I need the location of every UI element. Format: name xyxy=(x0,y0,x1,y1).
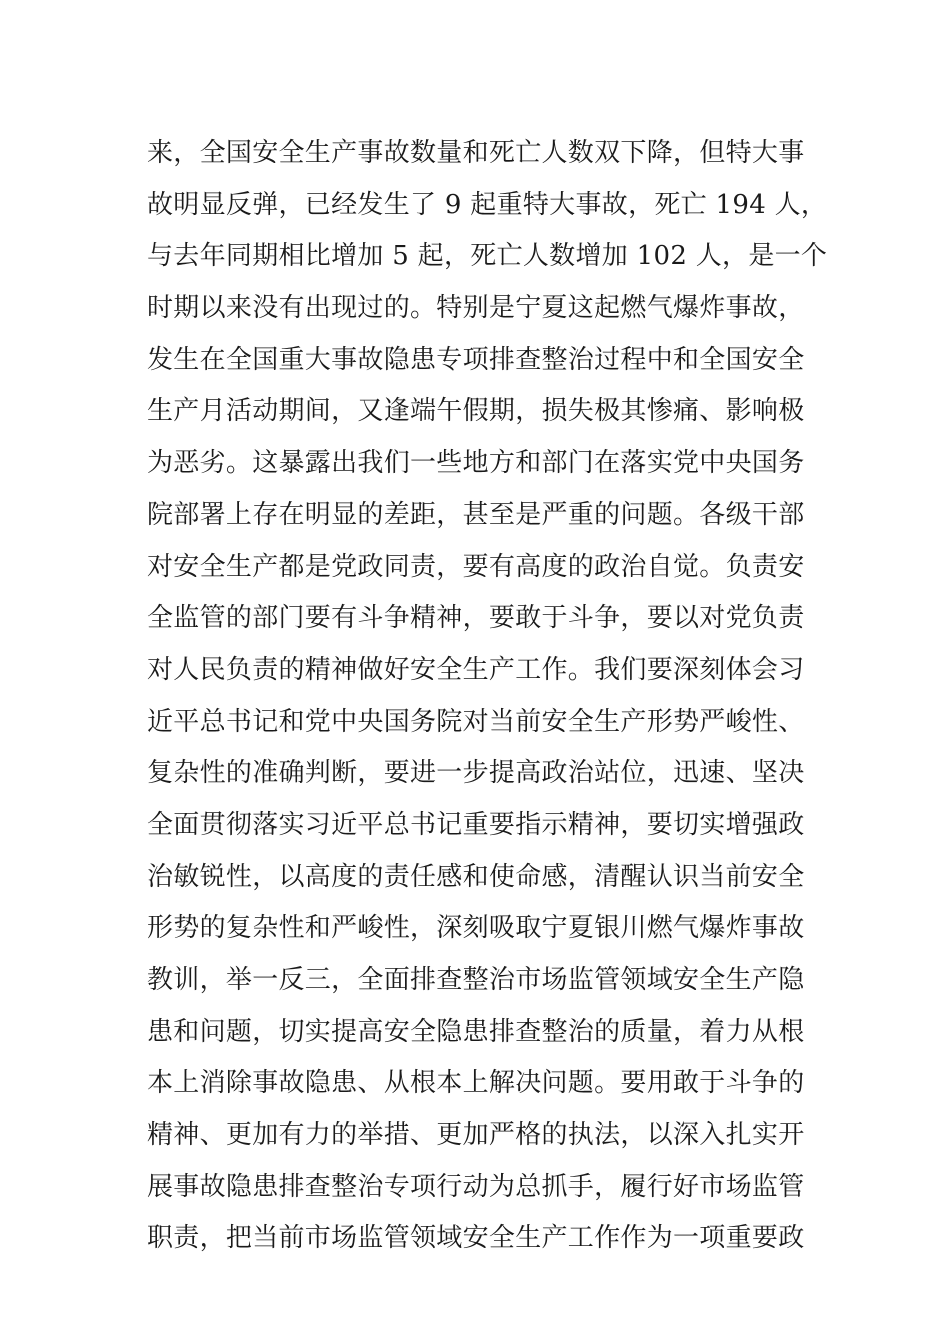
text-line: 教训，举一反三，全面排查整治市场监管领域安全生产隐 xyxy=(147,965,805,995)
text-line: 时期以来没有出现过的。特别是宁夏这起燃气爆炸事故， xyxy=(147,293,805,324)
text-line: 对安全生产都是党政同责，要有高度的政治自觉。负责安 xyxy=(147,551,805,582)
text-line: 患和问题，切实提高安全隐患排查整治的质量，着力从根 xyxy=(147,1016,805,1047)
text-line: 院部署上存在明显的差距，甚至是严重的问题。各级干部 xyxy=(147,499,805,530)
text-line: 近平总书记和党中央国务院对当前安全生产形势严峻性、 xyxy=(147,706,805,737)
text-line: 来，全国安全生产事故数量和死亡人数双下降，但特大事 xyxy=(147,138,805,168)
text-line: 职责，把当前市场监管领域安全生产工作作为一项重要政 xyxy=(147,1223,805,1254)
text-line: 故明显反弹，已经发生了 9 起重特大事故，死亡 194 人， xyxy=(147,189,828,220)
text-line: 对人民负责的精神做好安全生产工作。我们要深刻体会习 xyxy=(147,654,805,685)
text-line: 与去年同期相比增加 5 起，死亡人数增加 102 人，是一个 xyxy=(147,241,828,272)
body-paragraph xyxy=(147,128,828,1265)
text-line: 精神、更加有力的举措、更加严格的执法，以深入扎实开 xyxy=(147,1120,805,1151)
text-line: 治敏锐性，以高度的责任感和使命感，清醒认识当前安全 xyxy=(147,861,805,892)
text-line: 生产月活动期间，又逢端午假期，损失极其惨痛、影响极 xyxy=(147,396,805,427)
text-line: 全监管的部门要有斗争精神，要敢于斗争，要以对党负责 xyxy=(147,603,805,634)
text-line: 发生在全国重大事故隐患专项排查整治过程中和全国安全 xyxy=(147,344,805,375)
text-line: 形势的复杂性和严峻性，深刻吸取宁夏银川燃气爆炸事故 xyxy=(147,913,805,944)
text-line: 为恶劣。这暴露出我们一些地方和部门在落实党中央国务 xyxy=(147,448,805,479)
text-line: 复杂性的准确判断，要进一步提高政治站位，迅速、坚决 xyxy=(147,758,805,789)
text-line: 展事故隐患排查整治专项行动为总抓手，履行好市场监管 xyxy=(147,1171,805,1202)
text-line: 本上消除事故隐患、从根本上解决问题。要用敢于斗争的 xyxy=(147,1068,805,1099)
text-line: 全面贯彻落实习近平总书记重要指示精神，要切实增强政 xyxy=(147,809,805,840)
